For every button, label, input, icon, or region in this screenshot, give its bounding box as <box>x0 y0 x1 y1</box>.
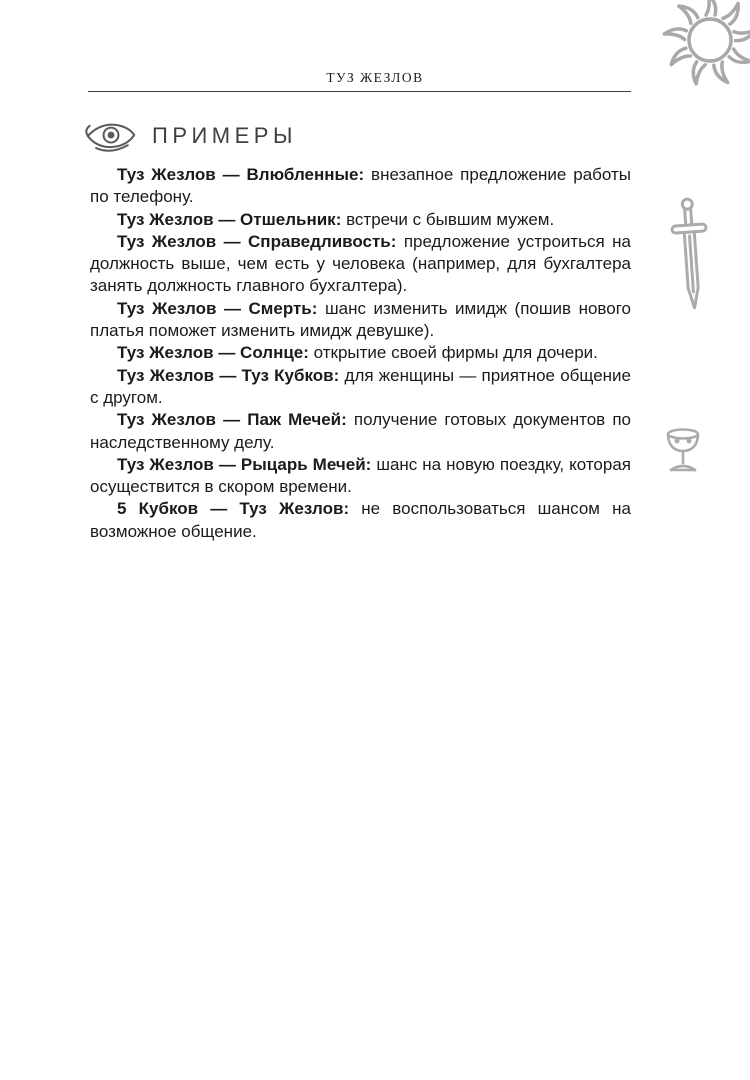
paragraph <box>90 209 631 231</box>
paragraph-lead: Туз Жезлов — Паж Мечей: <box>117 410 347 430</box>
paragraph <box>90 231 631 298</box>
section-title: ПРИМЕРЫ <box>152 123 297 148</box>
paragraph-text: получение готовых документов по наследственному делу. <box>90 410 631 452</box>
paragraph <box>90 164 631 209</box>
paragraph-text: шанс изменить имидж (пошив нового платья поможет изменить имидж девушке). <box>90 298 631 341</box>
paragraph-lead: Туз Жезлов — Рыцарь Мечей: <box>117 454 372 474</box>
paragraph-text: встречи с бывшим мужем. <box>346 209 555 229</box>
section-heading <box>85 116 297 156</box>
paragraph-lead: Туз Жезлов — Влюбленные: <box>117 165 365 184</box>
paragraph-text: предложение устроиться на должность выше, чем есть у человека (например, для бухгалтера занять должность главного бухгалтера). <box>90 231 631 296</box>
paragraph-lead: Туз Жезлов — Туз Кубков: <box>117 365 340 385</box>
running-head: ТУЗ ЖЕЗЛОВ <box>326 70 424 85</box>
paragraph-lead: Туз Жезлов — Смерть: <box>117 298 318 318</box>
eye-ornament-icon <box>85 116 137 156</box>
paragraph-text: шанс на новую поездку, которая осуществится в скором времени. <box>90 454 631 497</box>
paragraph <box>90 498 631 543</box>
sun-icon <box>638 0 750 100</box>
paragraph <box>90 454 631 499</box>
paragraph-text: внезапное предложение работы по телефону. <box>90 165 631 207</box>
sword-icon <box>658 194 724 320</box>
paragraph-lead: Туз Жезлов — Отшельник: <box>117 209 342 229</box>
paragraph <box>90 298 631 343</box>
paragraph <box>90 409 631 454</box>
paragraph <box>90 342 631 364</box>
paragraph <box>90 365 631 410</box>
body-text <box>90 164 631 543</box>
paragraph-lead: 5 Кубков — Туз Жезлов: <box>117 499 350 519</box>
paragraph-text: для женщины — приятное общение с другом. <box>90 365 631 407</box>
paragraph-text: открытие своей фирмы для дочери. <box>313 343 598 363</box>
paragraph-lead: Туз Жезлов — Справедливость: <box>117 231 397 251</box>
goblet-icon <box>662 426 704 480</box>
paragraph-text: не воспользоваться шансом на возможное общение. <box>90 499 631 541</box>
header-rule <box>88 91 631 92</box>
paragraph-lead: Туз Жезлов — Солнце: <box>117 343 309 363</box>
